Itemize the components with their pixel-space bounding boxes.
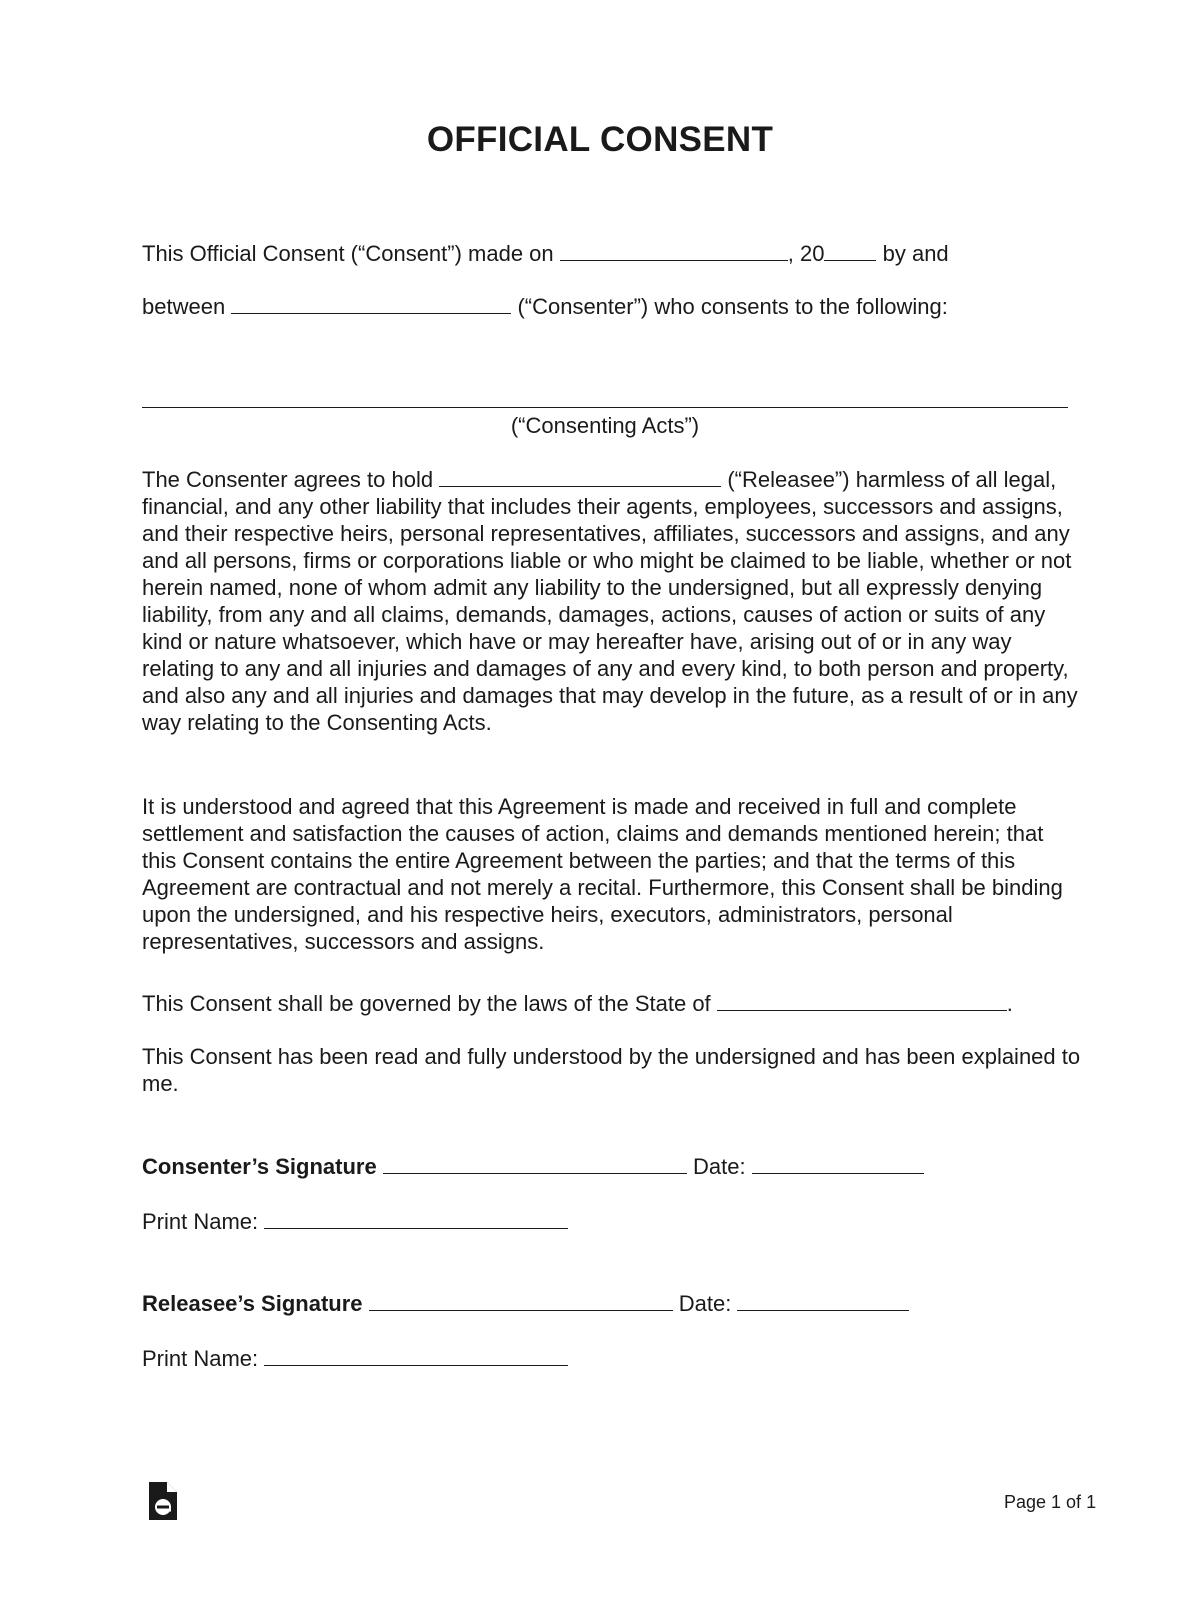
releasee-signature-line xyxy=(142,1290,909,1317)
releasee-date-label: Date: xyxy=(678,1291,732,1316)
consenter-print-name-label: Print Name: xyxy=(142,1209,259,1234)
intro-text-consenter: (“Consenter”) who consents to the following: xyxy=(517,294,948,319)
governing-law-line xyxy=(142,990,1013,1017)
release-paragraph-lead: The Consenter agrees to hold xyxy=(142,467,434,492)
state-blank[interactable] xyxy=(717,990,1007,1011)
year-blank[interactable] xyxy=(824,240,876,261)
page-number: Page 1 of 1 xyxy=(1004,1492,1097,1512)
governing-law-end: . xyxy=(1006,991,1013,1016)
consenter-print-name-blank[interactable] xyxy=(264,1208,568,1229)
intro-text-between: between xyxy=(142,294,226,319)
releasee-print-name-blank[interactable] xyxy=(264,1345,568,1366)
intro-year-prefix: , 20 xyxy=(787,241,825,266)
consenter-signature-blank[interactable] xyxy=(383,1153,687,1174)
intro-line-1 xyxy=(142,240,949,267)
governing-law-text: This Consent shall be governed by the laws of the State of xyxy=(142,991,711,1016)
intro-text-by-and: by and xyxy=(882,241,949,266)
consenter-signature-label: Consenter’s Signature xyxy=(142,1154,377,1179)
release-paragraph-body: (“Releasee”) harmless of all legal, financial, and any other liability that includes their agents, employees, successors and assigns, and their respective heirs, personal representatives, affiliates, successors and assigns, and any and all persons, firms or corporations liable or who might be claimed to be liable, whether or not herein named, none of whom admit any liability to the undersigned, but all expressly denying liability, from any and all claims, demands, damages, actions, causes of action or suits of any kind or nature whatsoever, which have or may hereafter have, arising out of or in any way relating to any and all injuries and damages of any and every kind, to both person and property, and also any and all injuries and damages that may develop in the future, as a result of or in any way relating to the Consenting Acts. xyxy=(142,467,1078,735)
document-title: OFFICIAL CONSENT xyxy=(426,120,774,159)
consenter-signature-line xyxy=(142,1153,924,1180)
consenting-acts-label: (“Consenting Acts”) xyxy=(510,413,700,438)
eforms-logo-icon xyxy=(149,1482,177,1520)
releasee-signature-label: Releasee’s Signature xyxy=(142,1291,363,1316)
releasee-date-blank[interactable] xyxy=(737,1290,909,1311)
settlement-paragraph: It is understood and agreed that this Agreement is made and received in full and complete settlement and satisfaction the causes of action, claims and demands mentioned herein; that this Consent contains the entire Agreement between the parties; and that the terms of this Agreement are contractual and not merely a recital. Furthermore, this Consent shall be binding upon the undersigned, and his respective heirs, executors, administrators, personal representatives, successors and assigns. xyxy=(142,794,1063,954)
intro-text-made-on: This Official Consent (“Consent”) made on xyxy=(142,241,554,266)
acknowledgement-paragraph: This Consent has been read and fully understood by the undersigned and has been explained to me. xyxy=(142,1044,1081,1096)
intro-line-2 xyxy=(142,293,948,320)
releasee-signature-blank[interactable] xyxy=(369,1290,673,1311)
consenting-acts-blank[interactable] xyxy=(142,407,1068,408)
release-paragraph xyxy=(142,466,1082,736)
releasee-print-name-label: Print Name: xyxy=(142,1346,259,1371)
releasee-print-name-line xyxy=(142,1345,568,1372)
consenter-date-blank[interactable] xyxy=(752,1153,924,1174)
releasee-name-blank[interactable] xyxy=(439,466,721,487)
date-made-blank[interactable] xyxy=(560,240,788,261)
consenter-date-label: Date: xyxy=(692,1154,746,1179)
consenter-name-blank[interactable] xyxy=(231,293,511,314)
consenter-print-name-line xyxy=(142,1208,568,1235)
